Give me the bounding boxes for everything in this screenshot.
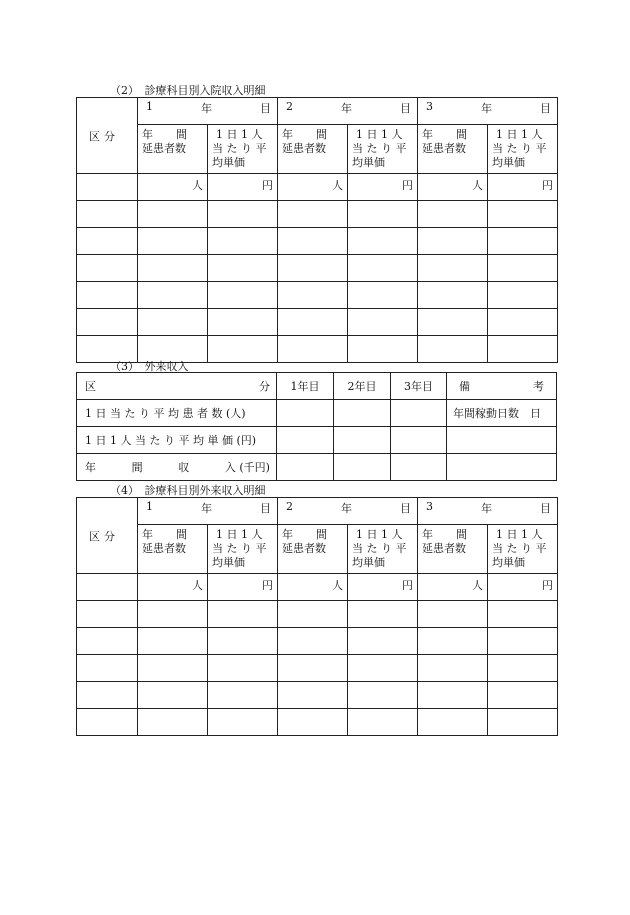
- cell: [208, 682, 278, 709]
- cell: [77, 682, 138, 709]
- cell: [277, 454, 334, 481]
- cell: [418, 601, 488, 628]
- cell: [138, 601, 208, 628]
- cell: [278, 201, 348, 228]
- cell: [334, 454, 391, 481]
- header-year-2: 2年目: [334, 373, 391, 400]
- cell: [138, 228, 208, 255]
- cell: [488, 228, 558, 255]
- cell: [488, 709, 558, 736]
- cell: [348, 336, 418, 363]
- annual-patients-header: 年 間 延患者数: [278, 125, 348, 174]
- cell: [208, 628, 278, 655]
- cell: [278, 336, 348, 363]
- unit-persons: 人: [278, 174, 348, 201]
- cell: [348, 709, 418, 736]
- header-year-3: 3年目: [391, 373, 447, 400]
- header-year-1: 1年目: [277, 373, 334, 400]
- cell: [488, 282, 558, 309]
- cell: [277, 427, 334, 454]
- cell: [278, 601, 348, 628]
- year-header: 3 年 目: [418, 98, 558, 125]
- unit-yen: 円: [488, 174, 558, 201]
- cell: [348, 228, 418, 255]
- year-header: 2 年 目: [278, 98, 418, 125]
- cell: [208, 282, 278, 309]
- cell: [278, 255, 348, 282]
- cell: [418, 255, 488, 282]
- cell: [418, 682, 488, 709]
- cell: [138, 201, 208, 228]
- row-label-annual-income: 年 間 収 入 (千円): [77, 454, 277, 481]
- unit-price-header: 1 日 1 人 当 た り 平 均単価: [208, 525, 278, 574]
- cell: [447, 454, 557, 481]
- cell: [208, 255, 278, 282]
- row-label-avg-unit-price: 1 日 1 人 当 た り 平 均 単 価 (円): [77, 427, 277, 454]
- cell: [334, 427, 391, 454]
- cell: [488, 628, 558, 655]
- cell: [488, 255, 558, 282]
- cell: [334, 400, 391, 427]
- cell: [278, 228, 348, 255]
- year-header: 1 年 目: [138, 498, 278, 525]
- cell: [488, 601, 558, 628]
- cell: [138, 309, 208, 336]
- unit-yen: 円: [348, 574, 418, 601]
- cell: [208, 228, 278, 255]
- cell: [208, 709, 278, 736]
- year-header: 1 年 目: [138, 98, 278, 125]
- cell: [348, 682, 418, 709]
- cell: [447, 427, 557, 454]
- cell: [391, 427, 447, 454]
- cell: [138, 628, 208, 655]
- cell: [488, 201, 558, 228]
- cell: [138, 709, 208, 736]
- cell: [348, 628, 418, 655]
- cell: [208, 309, 278, 336]
- cell: [278, 282, 348, 309]
- cell: [138, 655, 208, 682]
- cell: [391, 400, 447, 427]
- outpatient-detail-table: [76, 497, 558, 736]
- kubun-header: 区 分: [77, 498, 138, 574]
- cell: [278, 709, 348, 736]
- cell: [418, 201, 488, 228]
- annual-patients-header: 年 間 延患者数: [138, 525, 208, 574]
- unit-persons: 人: [418, 174, 488, 201]
- outpatient-income-table: [76, 372, 557, 481]
- annual-patients-header: 年 間 延患者数: [278, 525, 348, 574]
- cell: [418, 282, 488, 309]
- cell: [488, 336, 558, 363]
- unit-yen: 円: [208, 174, 278, 201]
- cell: [278, 655, 348, 682]
- unit-yen: 円: [348, 174, 418, 201]
- cell: [77, 228, 138, 255]
- cell: [138, 282, 208, 309]
- cell: [418, 336, 488, 363]
- unit-persons: 人: [418, 574, 488, 601]
- cell: [418, 628, 488, 655]
- unit-price-header: 1 日 1 人 当 た り 平 均単価: [208, 125, 278, 174]
- cell: [138, 682, 208, 709]
- cell: [208, 655, 278, 682]
- cell: [348, 309, 418, 336]
- cell: [77, 601, 138, 628]
- cell: [418, 228, 488, 255]
- cell: [77, 201, 138, 228]
- cell: [418, 309, 488, 336]
- unit-price-header: 1 日 1 人 当 た り 平 均単価: [348, 525, 418, 574]
- year-header: 2 年 目: [278, 498, 418, 525]
- header-kubun: 区 分: [77, 373, 277, 400]
- unit-price-header: 1 日 1 人 当 た り 平 均単価: [348, 125, 418, 174]
- cell: [77, 309, 138, 336]
- cell: [418, 709, 488, 736]
- cell: [208, 336, 278, 363]
- header-remarks: 備 考: [447, 373, 557, 400]
- cell: [488, 655, 558, 682]
- unit-price-header: 1 日 1 人 当 た り 平 均単価: [488, 125, 558, 174]
- cell: [278, 682, 348, 709]
- cell: [278, 628, 348, 655]
- unit-price-header: 1 日 1 人 当 た り 平 均単価: [488, 525, 558, 574]
- cell: [348, 655, 418, 682]
- cell: [348, 201, 418, 228]
- annual-patients-header: 年 間 延患者数: [418, 125, 488, 174]
- cell: [488, 682, 558, 709]
- cell: [77, 174, 138, 201]
- unit-persons: 人: [278, 574, 348, 601]
- kubun-header: 区 分: [77, 98, 138, 174]
- cell: [277, 400, 334, 427]
- section-4-title: （4） 診療科目別外来収入明細: [110, 484, 266, 497]
- cell: [138, 255, 208, 282]
- cell: [77, 574, 138, 601]
- cell: [208, 601, 278, 628]
- section-2-title: （2） 診療科目別入院収入明細: [110, 84, 266, 97]
- cell: [391, 454, 447, 481]
- cell: [348, 601, 418, 628]
- unit-persons: 人: [138, 574, 208, 601]
- year-header: 3 年 目: [418, 498, 558, 525]
- inpatient-detail-table: [76, 97, 558, 363]
- cell: [488, 309, 558, 336]
- cell: [77, 628, 138, 655]
- row-label-avg-patients: 1 日 当 た り 平 均 患 者 数 (人): [77, 400, 277, 427]
- unit-persons: 人: [138, 174, 208, 201]
- remark-operating-days: 年間稼動日数 日: [447, 400, 557, 427]
- cell: [77, 709, 138, 736]
- cell: [348, 282, 418, 309]
- cell: [348, 255, 418, 282]
- unit-yen: 円: [488, 574, 558, 601]
- cell: [278, 309, 348, 336]
- annual-patients-header: 年 間 延患者数: [138, 125, 208, 174]
- unit-yen: 円: [208, 574, 278, 601]
- section-3-title: （3） 外来収入: [110, 360, 189, 373]
- cell: [77, 282, 138, 309]
- cell: [77, 255, 138, 282]
- annual-patients-header: 年 間 延患者数: [418, 525, 488, 574]
- cell: [208, 201, 278, 228]
- cell: [77, 655, 138, 682]
- cell: [418, 655, 488, 682]
